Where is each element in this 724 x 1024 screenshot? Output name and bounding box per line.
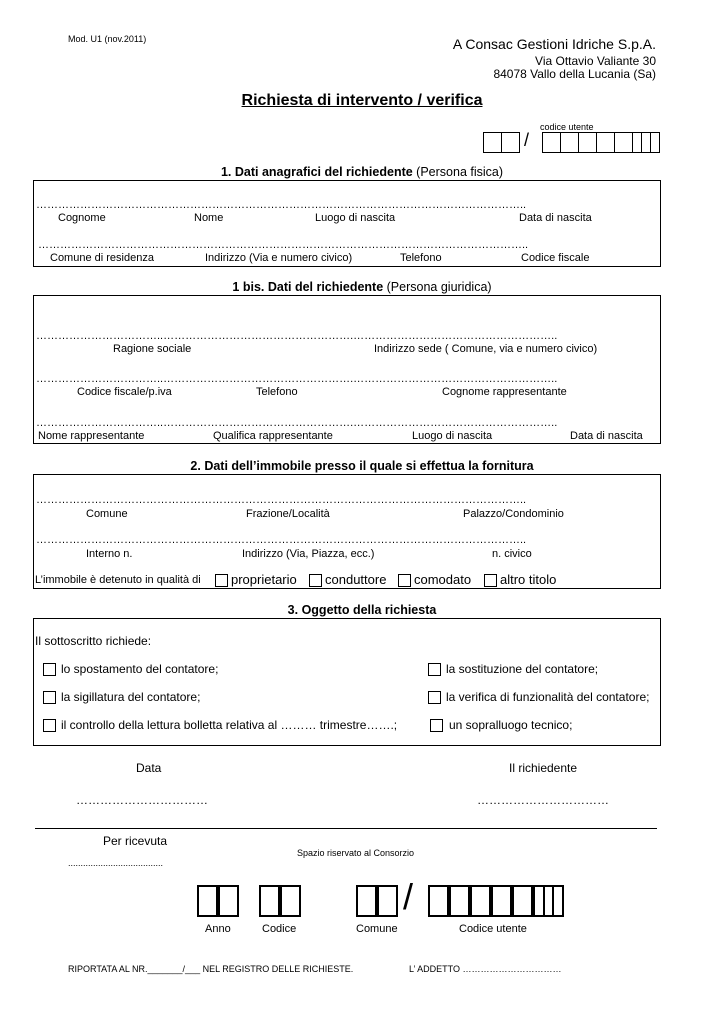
label-indirizzo: Indirizzo (Via e numero civico)	[205, 252, 353, 264]
signature-field[interactable]: ……………………………	[477, 793, 609, 807]
user-code-cell[interactable]	[560, 132, 579, 153]
option-controllo-lettura: il controllo della lettura bolletta relativa al ……… trimestre…….;	[61, 718, 398, 732]
section1bis-line1[interactable]: ……………………………..…………………………………………….………………………………………………..	[36, 330, 558, 342]
receipt-label-anno: Anno	[205, 923, 231, 935]
user-code-big-cell[interactable]	[449, 885, 470, 917]
section3-title: 3. Oggetto della richiesta	[287, 603, 437, 617]
label-frazione: Frazione/Località	[246, 508, 330, 520]
checkbox-sopralluogo[interactable]	[430, 719, 443, 732]
section1-line2[interactable]: ……………………………………………………………………………………………………………………..	[38, 239, 529, 251]
year-cell[interactable]	[218, 885, 239, 917]
user-code-cell[interactable]	[483, 132, 502, 153]
form-model-code: Mod. U1 (nov.2011)	[68, 34, 147, 44]
receipt-label-comune: Comune	[356, 923, 398, 935]
label-data-nascita-rappresentante: Data di nascita	[570, 430, 643, 442]
comune-cell[interactable]	[356, 885, 377, 917]
label-palazzo: Palazzo/Condominio	[463, 508, 564, 520]
checkbox-controllo-lettura[interactable]	[43, 719, 56, 732]
user-code-cell[interactable]	[641, 132, 660, 153]
option-conduttore: conduttore	[325, 572, 387, 587]
section3-intro: Il sottoscritto richiede:	[35, 634, 152, 648]
checkbox-sostituzione[interactable]	[428, 663, 441, 676]
label-indirizzo-immobile: Indirizzo (Via, Piazza, ecc.)	[242, 548, 375, 560]
divider	[35, 828, 657, 829]
register-number-text: RIPORTATA AL NR._______/___ NEL REGISTRO DELLE RICHIESTE.	[68, 964, 354, 974]
section1bis-line2[interactable]: ……………………………..…………………………………………….………………………………………………..	[36, 373, 558, 385]
receipt-slash: /	[403, 876, 414, 917]
company-address-city: 84078 Vallo della Lucania (Sa)	[493, 67, 656, 81]
user-code-cell[interactable]	[614, 132, 633, 153]
user-code-cell[interactable]	[596, 132, 615, 153]
user-code-label: codice utente	[540, 122, 594, 132]
checkbox-altro-titolo[interactable]	[484, 574, 497, 587]
receipt-signature-field[interactable]: ......................................	[68, 858, 164, 868]
company-address-street: Via Ottavio Valiante 30	[535, 54, 656, 68]
label-cognome-rappresentante: Cognome rappresentante	[442, 386, 567, 398]
section1-line1[interactable]: ……………………………………………………………………………………………………………………..	[36, 199, 527, 211]
date-label: Data	[136, 761, 162, 775]
option-altro-titolo: altro titolo	[500, 572, 557, 587]
receipt-label-codice-utente: Codice utente	[459, 923, 527, 935]
label-numero-civico: n. civico	[492, 548, 532, 560]
label-codice-fiscale-piva: Codice fiscale/p.iva	[77, 386, 172, 398]
label-qualifica-rappresentante: Qualifica rappresentante	[213, 430, 333, 442]
option-comodato: comodato	[414, 572, 472, 587]
receipt-label: Per ricevuta	[103, 834, 168, 848]
option-sopralluogo: un sopralluogo tecnico;	[449, 718, 573, 732]
label-data-nascita: Data di nascita	[519, 212, 592, 224]
option-verifica: la verifica di funzionalità del contatore;	[446, 690, 650, 704]
user-code-cell[interactable]	[501, 132, 520, 153]
clerk-text: L’ ADDETTO ……………………………	[409, 964, 562, 974]
checkbox-proprietario[interactable]	[215, 574, 228, 587]
option-sostituzione: la sostituzione del contatore;	[446, 662, 599, 676]
label-codice-fiscale: Codice fiscale	[521, 252, 590, 264]
section2-line2[interactable]: ……………………………………………………………………………………………………………………..	[36, 534, 527, 546]
user-code-big-cell[interactable]	[491, 885, 512, 917]
code-cell[interactable]	[259, 885, 280, 917]
page-title: Richiesta di intervento / verifica	[241, 92, 483, 109]
option-proprietario: proprietario	[231, 572, 297, 587]
checkbox-sigillatura[interactable]	[43, 691, 56, 704]
option-spostamento: lo spostamento del contatore;	[61, 662, 219, 676]
label-interno: Interno n.	[86, 548, 133, 560]
section2-line1[interactable]: ……………………………………………………………………………………………………………………..	[36, 494, 527, 506]
checkbox-comodato[interactable]	[398, 574, 411, 587]
label-comune-residenza: Comune di residenza	[50, 252, 154, 264]
label-telefono-giuridica: Telefono	[256, 386, 298, 398]
label-indirizzo-sede: Indirizzo sede ( Comune, via e numero civico)	[374, 343, 598, 355]
user-code-big-cell[interactable]	[543, 885, 564, 917]
label-luogo-nascita: Luogo di nascita	[315, 212, 396, 224]
user-code-big-cell[interactable]	[470, 885, 491, 917]
label-nome: Nome	[194, 212, 224, 224]
label-luogo-nascita-rappresentante: Luogo di nascita	[412, 430, 493, 442]
user-code-big-cell[interactable]	[428, 885, 449, 917]
checkbox-conduttore[interactable]	[309, 574, 322, 587]
date-field[interactable]: ……………………………	[76, 793, 208, 807]
comune-cell[interactable]	[377, 885, 398, 917]
receipt-label-codice: Codice	[262, 923, 297, 935]
checkbox-verifica[interactable]	[428, 691, 441, 704]
label-cognome: Cognome	[58, 212, 106, 224]
option-sigillatura: la sigillatura del contatore;	[61, 690, 201, 704]
label-comune: Comune	[86, 508, 128, 520]
label-ragione-sociale: Ragione sociale	[113, 343, 192, 355]
section2-title: 2. Dati dell’immobile presso il quale si effettua la fornitura	[190, 459, 534, 473]
applicant-label: Il richiedente	[509, 761, 578, 775]
section1bis-line3[interactable]: ……………………………..…………………………………………….………………………………………………..	[36, 417, 558, 429]
year-cell[interactable]	[197, 885, 218, 917]
user-code-big-cell[interactable]	[512, 885, 533, 917]
detention-label: L’immobile è detenuto in qualità di	[35, 574, 201, 586]
user-code-slash: /	[524, 130, 530, 150]
label-telefono: Telefono	[400, 252, 442, 264]
checkbox-spostamento[interactable]	[43, 663, 56, 676]
user-code-cell[interactable]	[542, 132, 561, 153]
user-code-cell[interactable]	[578, 132, 597, 153]
section1-title: 1. Dati anagrafici del richiedente (Persona fisica)	[220, 165, 504, 179]
section1bis-title: 1 bis. Dati del richiedente (Persona giuridica)	[232, 280, 492, 294]
reserved-space-label: Spazio riservato al Consorzio	[297, 848, 415, 858]
code-cell[interactable]	[280, 885, 301, 917]
label-nome-rappresentante: Nome rappresentante	[38, 430, 145, 442]
company-name: A Consac Gestioni Idriche S.p.A.	[452, 36, 656, 52]
